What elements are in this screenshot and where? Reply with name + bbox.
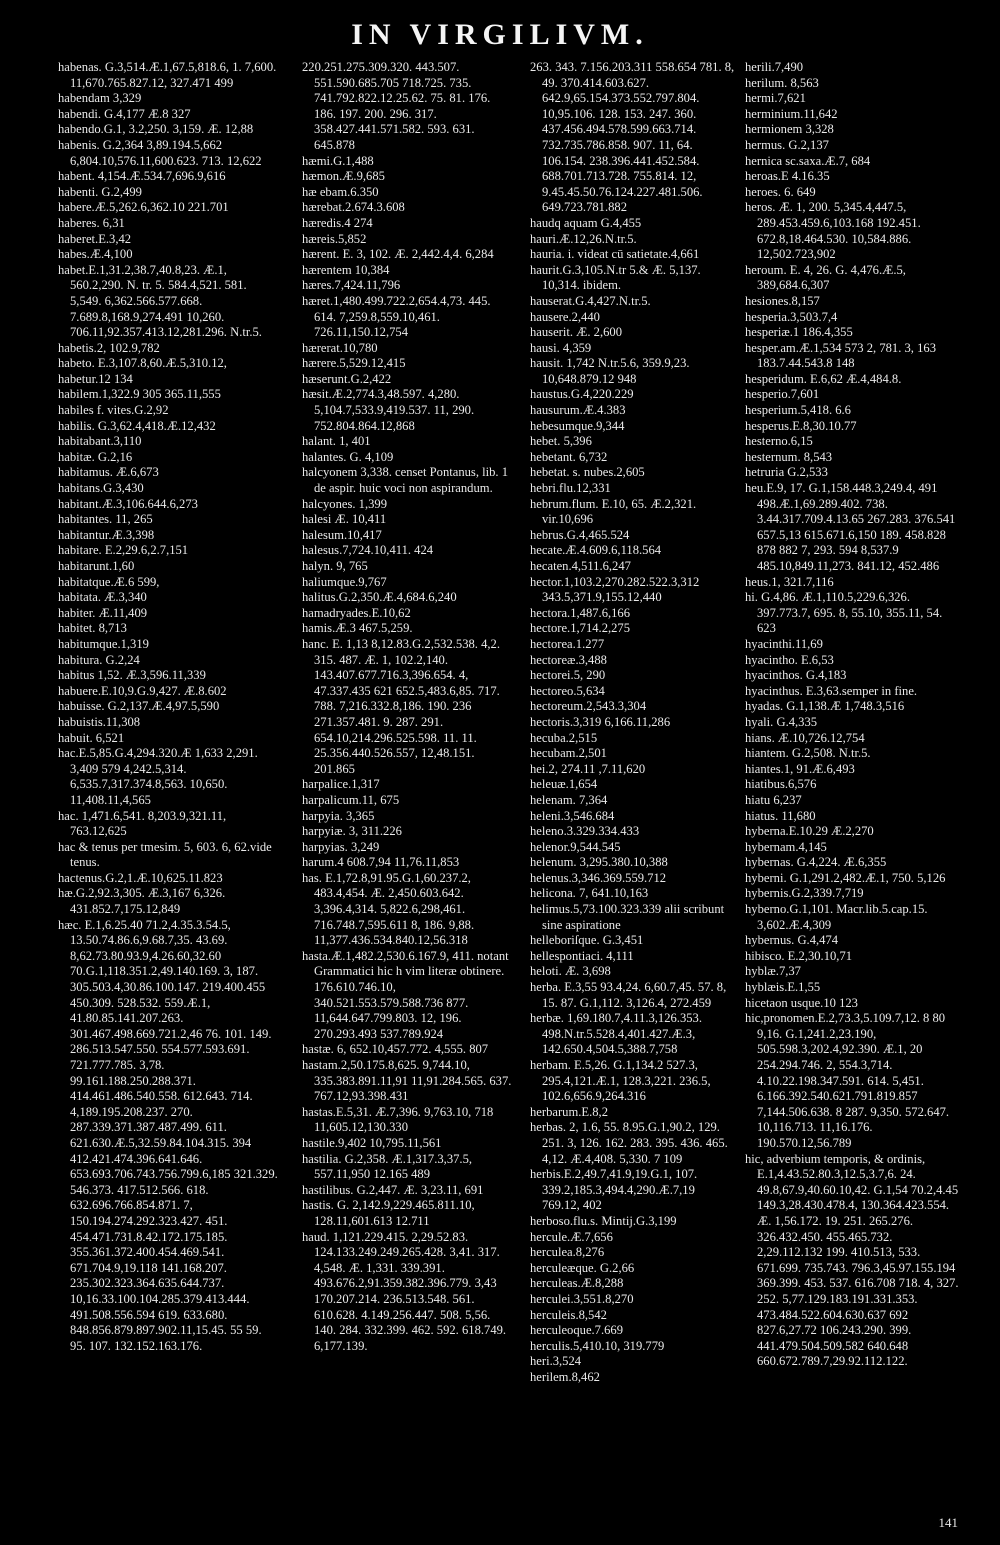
index-entry: hauria. i. videat cū satietate.4,661 bbox=[530, 247, 700, 262]
index-entry: hausit. 1,742 N.tr.5.6, 359.9,23. 10,648.879.12 948 bbox=[530, 356, 690, 386]
index-entry: hyberni. G.1,291.2,482.Æ.1, 750. 5,126 bbox=[745, 870, 946, 885]
index-entry: hectoreum.2,543.3,304 bbox=[530, 699, 647, 714]
index-entry: habitare. E.2,29.6,2.7,151 bbox=[58, 543, 189, 558]
index-entry: hesperium.5,418. 6.6 bbox=[745, 403, 851, 418]
index-entry: hærentem 10,384 bbox=[302, 262, 390, 277]
index-entry: herminium.11,642 bbox=[745, 106, 838, 121]
index-entry: hyacinthus. E.3,63.semper in fine. bbox=[745, 683, 918, 698]
index-entry: harpyias. 3,249 bbox=[302, 839, 380, 854]
index-entry: hectorea.1.277 bbox=[530, 636, 605, 651]
index-entry: harpyia. 3,365 bbox=[302, 808, 375, 823]
index-entry: habent. 4,154.Æ.534.7,696.9,616 bbox=[58, 169, 226, 184]
index-entry: heri.3,524 bbox=[530, 1354, 582, 1369]
index-entry: hyblæis.E.1,55 bbox=[745, 980, 821, 995]
index-entry: hyali. G.4,335 bbox=[745, 714, 818, 729]
index-entry: haud. 1,121.229.415. 2,29.52.83. 124.133.249.249.265.428. 3,41. 317. 4,548. Æ. 1,331. 339.391. 493.676.2,91.359.382.396.779. 3,43 170.207.214. 236.513.548. 561. 610.628. 4.149.256.447. 508. 5,56. 140. 284. 332.399. 462. 592. 618.749. 6,177.139. bbox=[302, 1229, 507, 1353]
index-entry: hausere.2,440 bbox=[530, 309, 600, 324]
index-entry: habitura. G.2,24 bbox=[58, 652, 140, 667]
index-entry: helimus.5,73.100.323.339 alii scribunt sine aspiratione bbox=[530, 902, 725, 932]
index-entry: herilem.8,462 bbox=[530, 1369, 600, 1384]
index-entry: hebetat. s. nubes.2,605 bbox=[530, 465, 645, 480]
index-entry: hectorei.5, 290 bbox=[530, 668, 606, 683]
index-entry: hermus. G.2,137 bbox=[745, 137, 829, 152]
index-entry: hamadryades.E.10,62 bbox=[302, 605, 411, 620]
index-entry: helenum. 3,295.380.10,388 bbox=[530, 855, 668, 870]
index-entry: hastis. G. 2,142.9,229.465.811.10, 128.11,601.613 12.711 bbox=[302, 1198, 475, 1228]
index-entry: habuere.E.10,9.G.9,427. Æ.8.602 bbox=[58, 683, 227, 698]
index-entry: helenor.9,544.545 bbox=[530, 839, 621, 854]
index-entry: hi. G.4,86. Æ.1,110.5,229.6,326. 397.773.7, 695. 8, 55.10, 355.11, 54. 623 bbox=[745, 590, 943, 636]
index-entry: haustus.G.4,220.229 bbox=[530, 387, 634, 402]
index-entry: herculeæque. G.2,66 bbox=[530, 1260, 635, 1275]
index-entry: hectoreo.5,634 bbox=[530, 683, 605, 698]
index-entry: hesperidum. E.6,62 Æ.4,484.8. bbox=[745, 371, 902, 386]
page-number: 141 bbox=[938, 1515, 958, 1530]
index-entry: hærebat.2.674.3.608 bbox=[302, 200, 405, 215]
index-entry: 220.251.275.309.320. 443.507. 551.590.685.705 718.725. 735. 741.792.822.12.25.62. 75. 81. 176. 186. 197. 200. 296. 317. 358.427.441.571.582. 593. 631. 645.878 bbox=[302, 60, 491, 152]
index-entry: hastilibus. G.2,447. Æ. 3,23.11, 691 bbox=[302, 1182, 484, 1197]
index-entry: hyacintho. E.6,53 bbox=[745, 652, 834, 667]
index-entry: habere.Æ.5,262.6,362.10 221.701 bbox=[58, 200, 229, 215]
index-entry: habitus 1,52. Æ.3,596.11,339 bbox=[58, 668, 206, 683]
index-entry: hastile.9,402 10,795.11,561 bbox=[302, 1135, 442, 1150]
index-entry: hauserit. Æ. 2,600 bbox=[530, 325, 622, 340]
index-entry: habuisse. G.2,137.Æ.4,97.5,590 bbox=[58, 699, 220, 714]
index-entry: heleno.3.329.334.433 bbox=[530, 824, 640, 839]
index-entry: hiatus. 11,680 bbox=[745, 808, 816, 823]
index-entry: halitus.G.2,350.Æ.4,684.6,240 bbox=[302, 590, 457, 605]
index-entry: habilis. G.3,62.4,418.Æ.12,432 bbox=[58, 418, 216, 433]
index-entry: hiatibus.6,576 bbox=[745, 777, 817, 792]
index-entry: habetis.2, 102.9,782 bbox=[58, 340, 160, 355]
index-entry: habiter. Æ.11,409 bbox=[58, 605, 148, 620]
index-entry: hibisco. E.2,30.10,71 bbox=[745, 948, 853, 963]
index-entry: hausi. 4,359 bbox=[530, 340, 592, 355]
index-entry: hebesumque.9,344 bbox=[530, 418, 625, 433]
index-entry: hernica sc.saxa.Æ.7, 684 bbox=[745, 153, 871, 168]
index-entry: habitæ. G.2,16 bbox=[58, 449, 133, 464]
index-entry: heleuæ.1,654 bbox=[530, 777, 598, 792]
index-entry: habitabant.3,110 bbox=[58, 434, 142, 449]
index-entry: habeto. E.3,107.8,60.Æ.5,310.12, bbox=[58, 356, 227, 371]
index-entry: hebrus.G.4,465.524 bbox=[530, 527, 630, 542]
index-entry: habilem.1,322.9 305 365.11,555 bbox=[58, 387, 221, 402]
index-entry: hesper.am.Æ.1,534 573 2, 781. 3, 163 183.7.44.543.8 148 bbox=[745, 340, 936, 371]
index-entry: habitumque.1,319 bbox=[58, 636, 149, 651]
index-entry: hanc. E. 1,13 8,12.83.G.2,532.538. 4,2. 315. 487. Æ. 1, 102.2,140. 143.407.677.716.3,396.654. 4, 47.337.435 621 652.5,483.6,85. 717. 788. 7,216.332.8,186. 190. 236 271.357.481. 9. 287. 291. 654.10,214.296.525.598. 11. 11. 25.356.440.526.557, 12,48.151. 201.865 bbox=[302, 636, 500, 776]
index-entry: 263. 343. 7.156.203.311 558.654 781. 8, 49. 370.414.603.627. 642.9,65.154.373.552.797.804. 10,95.106. 128. 153. 247. 360. 437.456.494.578.599.663.714. 732.735.786.858. 907. 11, 64. 106.154. 238.396.441.452.584. 688.701.713.728. 755.814. 12, 9.45.45.50.76.124.227.481.506. 649.723.781.882 bbox=[530, 60, 735, 215]
index-entry: herculeoque.7.669 bbox=[530, 1323, 624, 1338]
index-entry: hicetaon usque.10 123 bbox=[745, 995, 858, 1010]
index-entry: hectora.1,487.6,166 bbox=[530, 605, 631, 620]
index-entry: herbas. 2, 1.6, 55. 8.95.G.1,90.2, 129. 251. 3, 126. 162. 283. 395. 436. 465. 4,12. Æ.4,408. 5,330. 7 109 bbox=[530, 1120, 728, 1166]
index-entry: hæ ebam.6.350 bbox=[302, 184, 379, 199]
index-entry: hesiones.8,157 bbox=[745, 293, 820, 308]
index-entry: helenus.3,346.369.559.712 bbox=[530, 870, 667, 885]
index-entry: hetruria G.2,533 bbox=[745, 465, 828, 480]
index-entry: halcyones. 1,399 bbox=[302, 496, 387, 511]
running-head: IN VIRGILIVM. bbox=[351, 18, 649, 51]
index-entry: hæmi.G.1,488 bbox=[302, 153, 374, 168]
index-entry: hecuba.2,515 bbox=[530, 730, 598, 745]
index-entry: hausurum.Æ.4.383 bbox=[530, 403, 626, 418]
index-entry: hei.2, 274.11 ,7.11,620 bbox=[530, 761, 646, 776]
index-entry: hesternum. 8,543 bbox=[745, 449, 833, 464]
index-entry: heu.E.9, 17. G.1,158.448.3,249.4, 491 498.Æ.1,69.289.402. 738. 3.44.317.709.4.13.65 267.283. 376.541 657.5,13 615.671.6,150 189. 458.828 878 882 7, 293. 594 8,537.9 485.10,849.11,273. 841.12, 452.486 bbox=[745, 481, 956, 573]
index-entry: harum.4 608.7,94 11,76.11,853 bbox=[302, 855, 460, 870]
index-entry: hyadas. G.1,138.Æ 1,748.3,516 bbox=[745, 699, 905, 714]
index-column-3 bbox=[530, 60, 735, 1520]
index-entry: hyacinthos. G.4,183 bbox=[745, 668, 847, 683]
index-entry: hybernam.4,145 bbox=[745, 839, 827, 854]
index-entry: heleni.3,546.684 bbox=[530, 808, 615, 823]
index-entry: hæres.7,424.11,796 bbox=[302, 278, 401, 293]
index-entry: hyberno.G.1,101. Macr.lib.5.cap.15. 3,602.Æ.4,309 bbox=[745, 902, 928, 932]
index-entry: habes.Æ.4,100 bbox=[58, 247, 133, 262]
index-entry: herbis.E.2,49.7,41.9,19.G.1, 107. 339.2,185.3,494.4,290.Æ.7,19 769.12, 402 bbox=[530, 1167, 698, 1213]
index-entry: hamis.Æ.3 467.5,259. bbox=[302, 621, 413, 636]
index-entry: hærent. E. 3, 102. Æ. 2,442.4,4. 6,284 bbox=[302, 247, 494, 262]
index-entry: hecate.Æ.4.609.6,118.564 bbox=[530, 543, 662, 558]
index-entry: hic, adverbium temporis, & ordinis, E.1,4.43.52.80.3,12.5,3.7,6. 24. 49.8,67.9,40.60.10,42. G.1,54 70.2,4.45 149.3,28.430.478.4, 130.364.423.554. Æ. 1,56.172. 19. 251. 265.276. 326.432.450. 455.465.732. 2,29.112.132 199. 410.513, 533. 671.699. 735.743. 796.3,45.97.155.194 369.399. 453. 537. 616.708 718. 4, 327. 252. 5,77.129.183.191.331.353. 473.484.522.604.630.637 692 827.6,27.72 106.243.290. 399. 441.479.504.509.582 640.648 660.672.789.7,29.92.112.122. bbox=[745, 1151, 959, 1369]
index-entry: habitantur.Æ.3,398 bbox=[58, 527, 155, 542]
index-entry: herculis.5,410.10, 319.779 bbox=[530, 1338, 665, 1353]
index-entry: hybernus. G.4,474 bbox=[745, 933, 839, 948]
index-entry: herba. E.3,55 93.4,24. 6,60.7,45. 57. 8, 15. 87. G.1,112. 3,126.4, 272.459 bbox=[530, 980, 727, 1010]
index-entry: halcyonem 3,338. censet Pontanus, lib. 1 de aspir. huic voci non aspirandum. bbox=[302, 465, 509, 496]
index-entry: hastam.2,50.175.8,625. 9,744.10, 335.383.891.11,91 11,91.284.565. 637. 767.12,93.398.431 bbox=[302, 1058, 512, 1104]
index-entry: heroum. E. 4, 26. G. 4,476.Æ.5, 389,684.6,307 bbox=[745, 262, 906, 293]
index-entry: halesum.10,417 bbox=[302, 527, 382, 542]
index-entry: herculea.8,276 bbox=[530, 1245, 605, 1260]
index-entry: hesperus.E.8,30.10.77 bbox=[745, 418, 857, 433]
index-entry: habitarunt.1,60 bbox=[58, 559, 135, 573]
index-entry: hectore.1,714.2,275 bbox=[530, 621, 631, 636]
index-entry: hybernas. G.4,224. Æ.6,355 bbox=[745, 855, 887, 870]
index-entry: herili.7,490 bbox=[745, 60, 804, 74]
index-entry: habitantes. 11, 265 bbox=[58, 512, 153, 527]
index-entry: hecubam.2,501 bbox=[530, 746, 607, 761]
index-entry: hastæ. 6, 652.10,457.772. 4,555. 807 bbox=[302, 1042, 489, 1057]
index-entry: hauri.Æ.12,26.N.tr.5. bbox=[530, 231, 637, 246]
index-entry: herbæ. 1,69.180.7,4.11.3,126.353. 498.N.tr.5.528.4,401.427.Æ.3, 142.650.4,504.5,388.7,758 bbox=[530, 1011, 702, 1057]
index-entry: hac. 1,471.6,541. 8,203.9,321.11, 763.12,625 bbox=[58, 808, 227, 839]
index-entry: hærere.5,529.12,415 bbox=[302, 356, 406, 371]
index-entry: hellespontiaci. 4,111 bbox=[530, 948, 634, 963]
index-entry: hectoreæ.3,488 bbox=[530, 652, 607, 667]
index-entry: hiantem. G.2,508. N.tr.5. bbox=[745, 746, 871, 761]
index-entry: hastilia. G.2,358. Æ.1,317.3,37.5, 557.11,950 12.165 489 bbox=[302, 1151, 473, 1182]
index-entry: hectoris.3,319 6,166.11,286 bbox=[530, 714, 671, 729]
index-entry: haurit.G.3,105.N.tr 5.& Æ. 5,137. 10,314. ibidem. bbox=[530, 262, 701, 293]
index-entry: has. E.1,72.8,91.95.G.1,60.237.2, 483.4,454. Æ. 2,450.603.642. 3,396.4,314. 5,822.6,298,461. 716.748.7,595.611 8, 186. 9,88. 11,377.436.534.840.12,56.318 bbox=[302, 870, 475, 948]
index-entry: heroas.E 4.16.35 bbox=[745, 169, 830, 184]
index-entry: heliconа. 7, 641.10,163 bbox=[530, 886, 649, 901]
index-entry: hesperiæ.1 186.4,355 bbox=[745, 325, 853, 340]
index-entry: hæmon.Æ.9,685 bbox=[302, 169, 385, 184]
index-entry: hyacinthi.11,69 bbox=[745, 636, 823, 651]
index-entry: habendi. G.4,177 Æ.8 327 bbox=[58, 106, 191, 121]
index-entry: habitant.Æ.3,106.644.6,273 bbox=[58, 496, 198, 511]
index-entry: hic,pronomen.E.2,73.3,5.109.7,12. 8 80 9,16. G.1,241.2,23.190, 505.598.3,202.4,92.390. Æ.1, 20 254.294.746. 2, 554.3,714. 4.10.22.198.347.591. 614. 5,451. 6.166.392.540.621.791.819.857 7,144.506.638. 8 287. 9,350. 572.647. 10,116.713. 11,16.176. 190.570.12,56.789 bbox=[745, 1011, 950, 1150]
index-entry: hesterno.6,15 bbox=[745, 434, 813, 449]
index-entry: habiles f. vites.G.2,92 bbox=[58, 403, 169, 418]
index-entry: helleboriſque. G.3,451 bbox=[530, 933, 644, 948]
index-entry: halant. 1, 401 bbox=[302, 434, 371, 449]
index-entry: hesperia.3,503.7,4 bbox=[745, 309, 838, 324]
index-entry: habendam 3,329 bbox=[58, 91, 142, 106]
index-entry: habuit. 6,521 bbox=[58, 730, 125, 745]
index-entry: hæc. E.1,6.25.40 71.2,4.35.3.54.5, 13.50.74.86.6,9.68.7,35. 43.69. 8,62.73.80.93.9,4.26.60,32.60 70.G.1,118.351.2,49.140.169. 3, 187. 305.503.4,30.86.100.147. 219.400.455 450.309. 528.532. 559.Æ.1, 41.80.85.141.207.263. 301.467.498.669.721.2,46 76. 101. 149. 286.513.547.550. 554.577.593.691. 721.777.785. 3,78. 99.161.188.250.288.371. 414.461.486.540.558. 612.643. 714. 4,189.195.208.237. 270. 287.339.371.387.487.499. 611. 621.630.Æ.5,32.59.84.104.315. 394 412.421.474.396.641.646. 653.693.706.743.756.799.6,185 321.329. 546.373. 417.512.566. 618. 632.696.766.854.871. 7, 150.194.274.292.323.427. 451. 454.471.731.8.42.172.175.185. 355.361.372.400.454.469.541. 671.704.9,19.118 141.168.207. 235.302.323.364.635.644.737. 10,16.33.100.104.285.379.413.444. 491.508.556.594 619. 633.680. 848.856.879.897.902.11,15.45. 55 59. 95. 107. 132.152.163.176. bbox=[58, 917, 278, 1353]
index-entry: herbam. E.5,26. G.1,134.2 527.3, 295.4,121.Æ.1, 128.3,221. 236.5, 102.6,656.9,264.316 bbox=[530, 1058, 711, 1104]
index-entry: hermionem 3,328 bbox=[745, 122, 834, 137]
index-entry: hasta.Æ.1,482.2,530.6.167.9, 411. notant Grammatici hic h vim literæ obtinere. 176.610.746.10, 340.521.553.579.588.736 877. 11,644.647.799.803. 12, 196. 270.293.493 537.789.924 bbox=[302, 948, 509, 1041]
index-entry: halantes. G. 4,109 bbox=[302, 449, 394, 464]
index-entry: hæ.G.2,92.3,305. Æ.3,167 6,326. 431.852.7,175.12,849 bbox=[58, 886, 226, 917]
index-entry: herculei.3,551.8,270 bbox=[530, 1291, 634, 1306]
index-column-4 bbox=[745, 60, 960, 1520]
index-entry: hercule.Æ.7,656 bbox=[530, 1229, 613, 1244]
index-entry: halesi Æ. 10,411 bbox=[302, 512, 387, 527]
index-entry: hyberna.E.10.29 Æ.2,270 bbox=[745, 824, 874, 839]
index-entry: hactenus.G.2,1.Æ.10,625.11.823 bbox=[58, 870, 223, 885]
index-column-2 bbox=[302, 60, 512, 1520]
index-entry: herculeis.8,542 bbox=[530, 1307, 607, 1322]
index-entry: hac & tenus per tmesim. 5, 603. 6, 62.vide tenus. bbox=[58, 839, 272, 870]
index-entry: harpyiæ. 3, 311.226 bbox=[302, 824, 402, 839]
index-entry: helenam. 7,364 bbox=[530, 792, 608, 807]
index-entry: habitet. 8,713 bbox=[58, 621, 127, 636]
index-entry: habitatque.Æ.6 599, bbox=[58, 574, 160, 589]
index-entry: hebri.flu.12,331 bbox=[530, 481, 611, 496]
index-entry: heroes. 6. 649 bbox=[745, 184, 816, 199]
index-entry: habenis. G.2,364 3,89.194.5,662 6,804.10,576.11,600.623. 713. 12,622 bbox=[58, 137, 262, 168]
index-entry: hæsit.Æ.2,774.3,48.597. 4,280. 5,104.7,533.9,419.537. 11, 290. 752.804.864.12,868 bbox=[302, 387, 475, 433]
index-entry: hesperio.7,601 bbox=[745, 387, 820, 402]
index-entry: hebrum.flum. E.10, 65. Æ.2,321. vir.10,696 bbox=[530, 496, 697, 527]
index-entry: hærerat.10,780 bbox=[302, 340, 378, 355]
index-entry: heus.1, 321.7,116 bbox=[745, 574, 834, 589]
index-entry: heros. Æ. 1, 200. 5,345.4,447.5, 289.453.459.6,103.168 192.451. 672.8,18.464.530. 10,584.886. 12,502.723,902 bbox=[745, 200, 921, 262]
index-entry: habetur.12 134 bbox=[58, 371, 133, 386]
index-entry: hæreis.5,852 bbox=[302, 231, 367, 246]
index-entry: harpalicum.11, 675 bbox=[302, 792, 400, 807]
index-entry: harpalice.1,317 bbox=[302, 777, 380, 792]
index-entry: hians. Æ.10,726.12,754 bbox=[745, 730, 865, 745]
index-entry: habitamus. Æ.6,673 bbox=[58, 465, 159, 480]
index-entry: hyblæ.7,37 bbox=[745, 964, 801, 979]
index-entry: herilum. 8,563 bbox=[745, 75, 819, 90]
index-entry: herbarum.E.8,2 bbox=[530, 1104, 608, 1119]
index-entry: haudq aquam G.4,455 bbox=[530, 215, 642, 230]
index-entry: hac.E.5,85.G.4,294.320.Æ 1,633 2,291. 3,409 579 4,242.5,314. 6,535.7,317.374.8,563. 10,650. 11,408.11,4,565 bbox=[58, 746, 258, 807]
index-entry: haberet.E.3,42 bbox=[58, 231, 132, 246]
index-entry: habitans.G.3,430 bbox=[58, 481, 144, 496]
index-entry: hastas.E.5,31. Æ.7,396. 9,763.10, 718 11,605.12,130.330 bbox=[302, 1104, 494, 1135]
index-entry: habendo.G.1, 3.2,250. 3,159. Æ. 12,88 bbox=[58, 122, 254, 137]
index-entry: habuistis.11,308 bbox=[58, 714, 141, 729]
index-entry: habenti. G.2,499 bbox=[58, 184, 142, 199]
index-entry: heloti. Æ. 3,698 bbox=[530, 964, 611, 979]
index-entry: hybernis.G.2,339.7,719 bbox=[745, 886, 864, 901]
index-entry: hermi.7,621 bbox=[745, 91, 806, 106]
index-entry: hiantes.1, 91.Æ.6,493 bbox=[745, 761, 855, 776]
index-entry: haberes. 6,31 bbox=[58, 215, 125, 230]
index-entry: hæredis.4 274 bbox=[302, 215, 373, 230]
index-entry: herculeas.Æ.8,288 bbox=[530, 1276, 624, 1291]
index-entry: hecaten.4,511.6,247 bbox=[530, 559, 631, 573]
index-entry: hiatu 6,237 bbox=[745, 792, 802, 807]
index-entry: halesus.7,724.10,411. 424 bbox=[302, 543, 434, 558]
index-entry: hebetant. 6,732 bbox=[530, 449, 608, 464]
index-entry: hebet. 5,396 bbox=[530, 434, 592, 449]
index-entry: herboso.flu.s. Mintij.G.3,199 bbox=[530, 1213, 677, 1228]
index-entry: hector.1,103.2,270.282.522.3,312 343.5,371.9,155.12,440 bbox=[530, 574, 700, 605]
index-entry: haliumque.9,767 bbox=[302, 574, 387, 589]
index-entry: halyn. 9, 765 bbox=[302, 559, 368, 573]
index-entry: hæret.1,480.499.722.2,654.4,73. 445. 614. 7,259.8,559.10,461. 726.11,150.12,754 bbox=[302, 293, 491, 340]
index-entry: hauserat.G.4,427.N.tr.5. bbox=[530, 293, 651, 308]
index-entry: habet.E.1,31.2,38.7,40.8,23. Æ.1, 560.2,290. N. tr. 5. 584.4,521. 581. 5,549. 6,362.566.577.668. 7.689.8,168.9,274.491 10,260. 706.11,92.357.413.12,281.296. N.tr.5. bbox=[58, 262, 262, 340]
index-entry: habitata. Æ.3,340 bbox=[58, 590, 147, 605]
index-entry: habenas. G.3,514.Æ.1,67.5,818.6, 1. 7,600. 11,670.765.827.12, 327.471 499 bbox=[58, 60, 277, 90]
index-column-1 bbox=[58, 60, 280, 1520]
index-entry: hæserunt.G.2,422 bbox=[302, 371, 392, 386]
